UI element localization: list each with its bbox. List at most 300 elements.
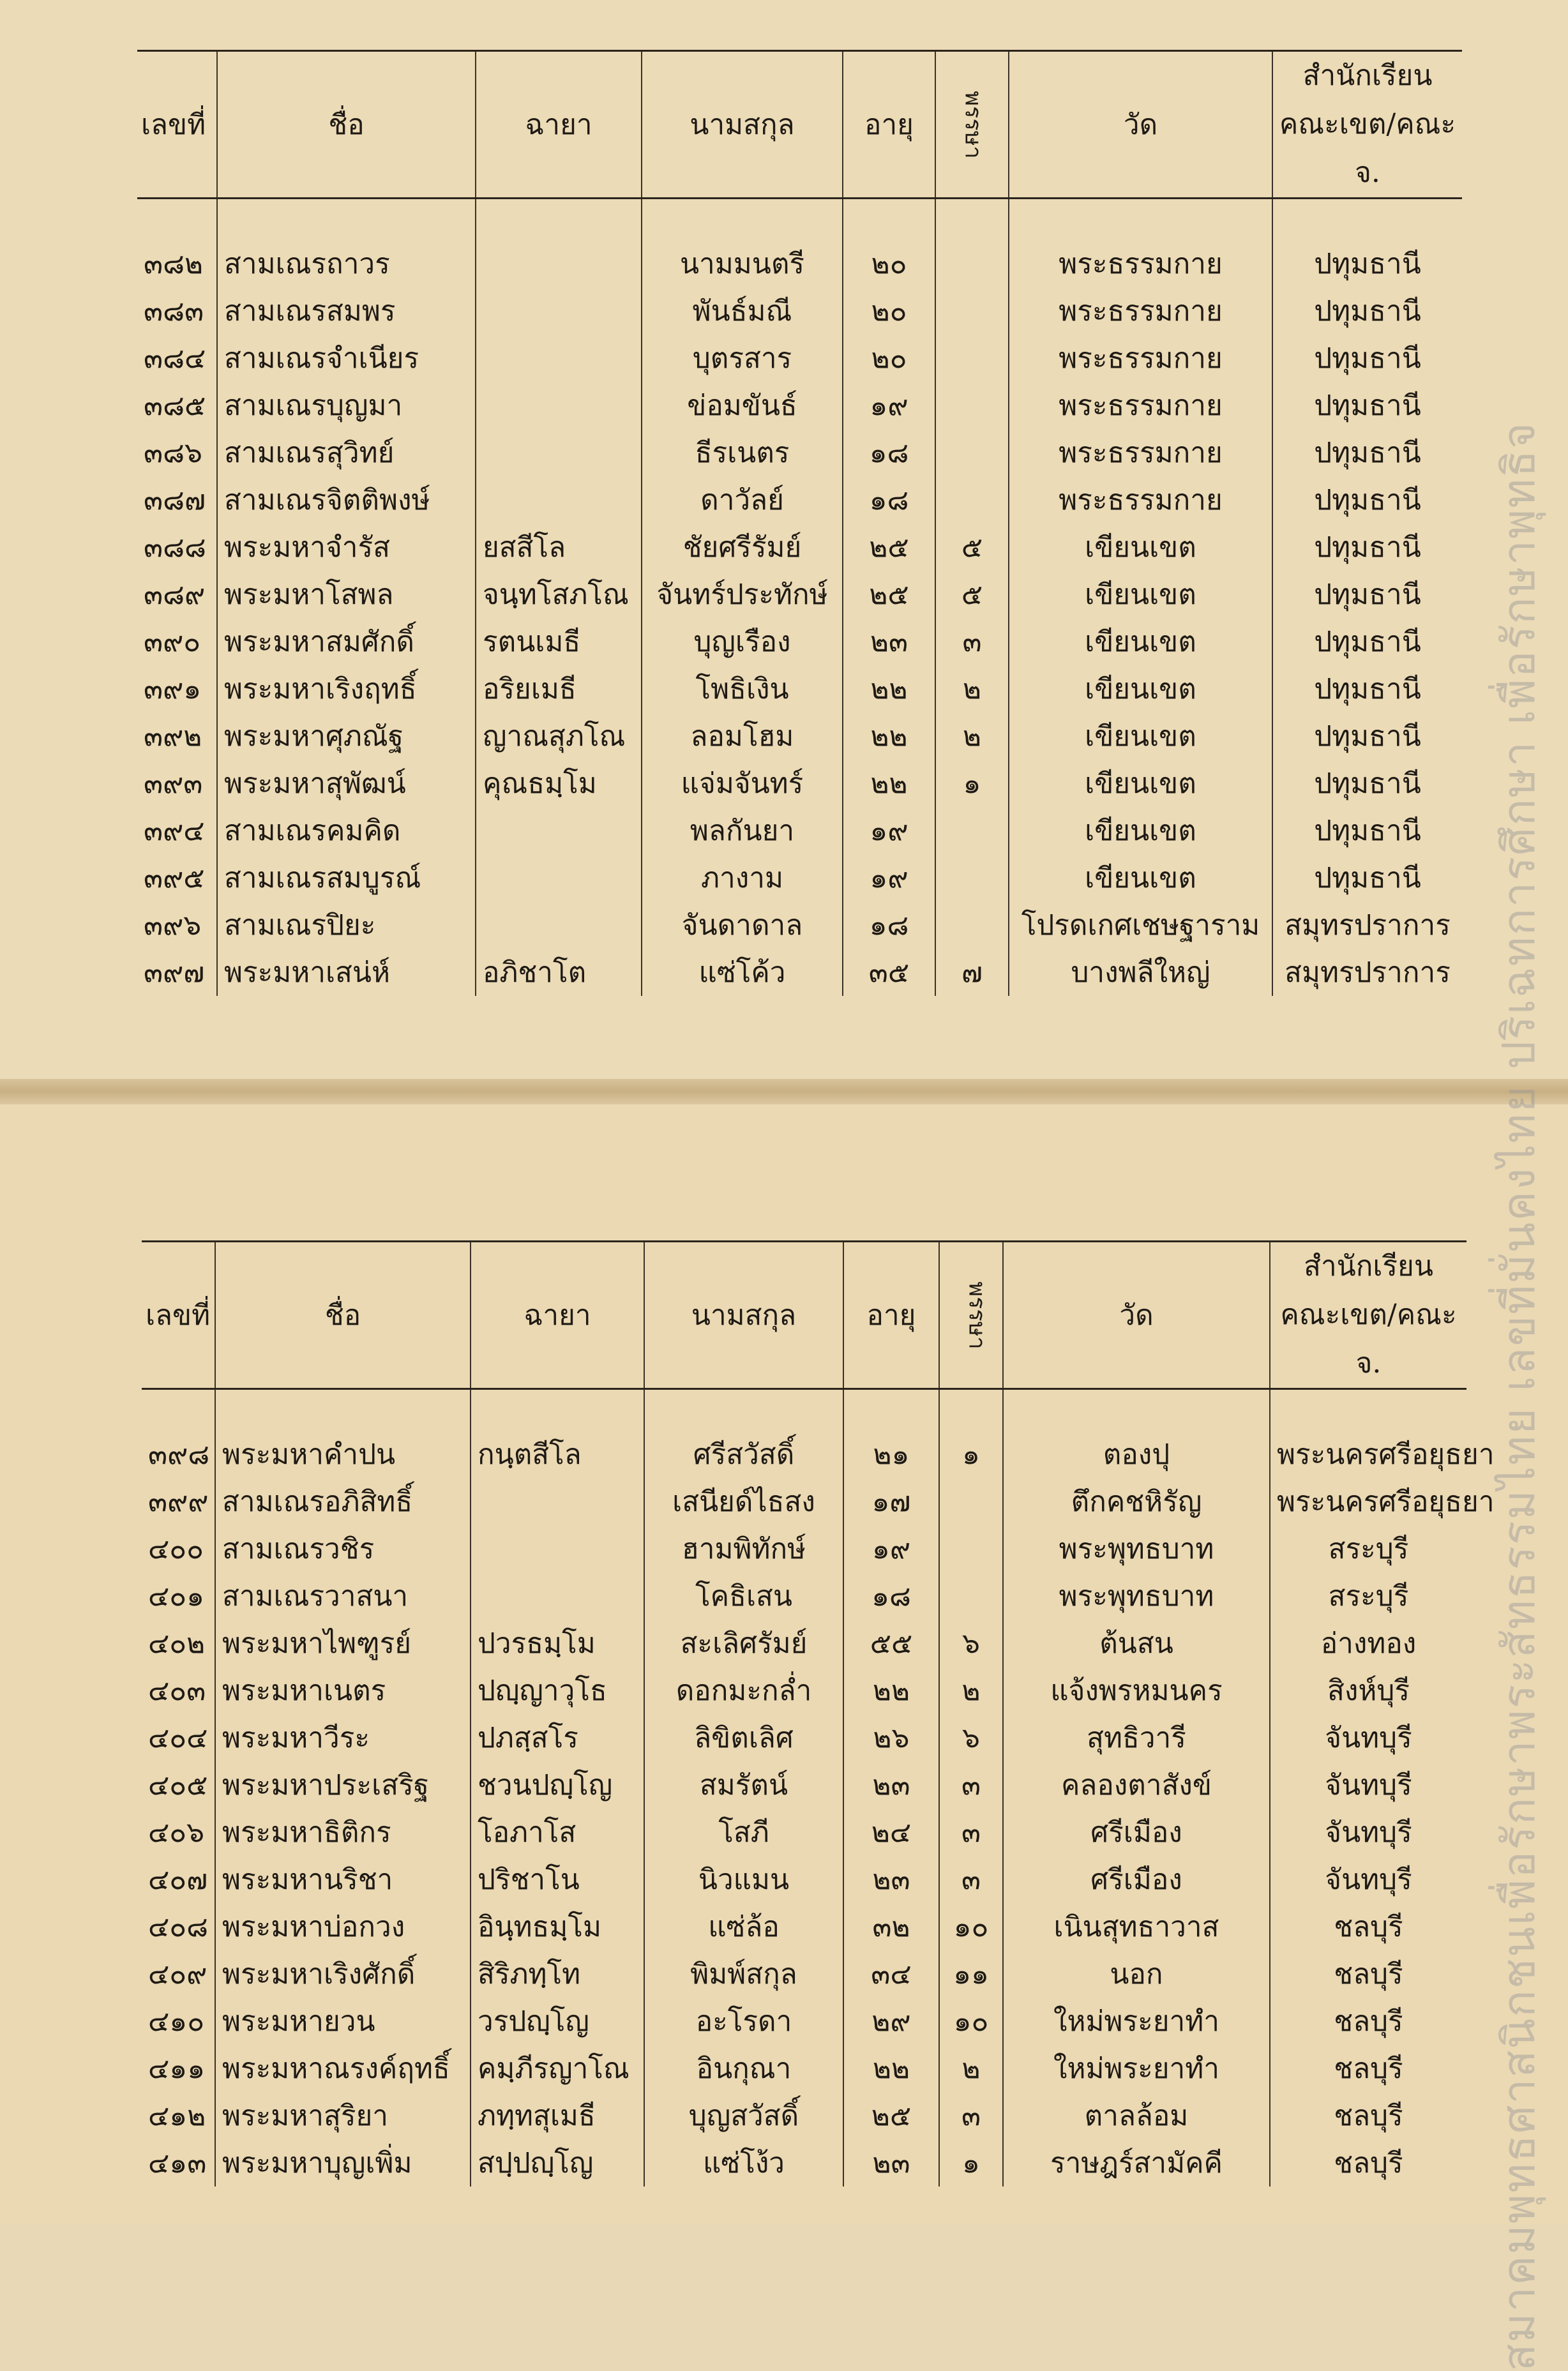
header-surname: นามสกุล: [644, 1242, 843, 1389]
table-row: [142, 1950, 1466, 1998]
row-surname: พลกันยา: [642, 807, 843, 854]
row-school: ปทุมธานี: [1272, 854, 1462, 901]
row-wat: เขียนเขต: [1009, 760, 1272, 807]
header-surname: นามสกุล: [642, 51, 843, 199]
row-pansa: ๖: [939, 1620, 1003, 1667]
row-pansa: [935, 199, 1009, 288]
header-pansa: [935, 51, 1009, 199]
row-chaya: [471, 1572, 644, 1620]
row-school: ปทุมธานี: [1272, 429, 1462, 476]
row-school: ปทุมธานี: [1272, 807, 1462, 854]
table-row: [137, 476, 1462, 523]
row-chaya: [476, 807, 642, 854]
row-age: ๒๙: [843, 1998, 939, 2045]
row-pansa: ๑๑: [939, 1950, 1003, 1998]
row-wat: พระพุทธบาท: [1003, 1572, 1270, 1620]
row-school: ปทุมธานี: [1272, 199, 1462, 288]
row-pansa: ๕: [935, 523, 1009, 571]
row-chaya: [476, 429, 642, 476]
row-chaya: ยสสีโล: [476, 523, 642, 571]
row-pansa: [935, 382, 1009, 429]
row-name: สามเณรจิตติพงษ์: [217, 476, 476, 523]
row-age: ๑๘: [843, 1572, 939, 1620]
table-row: [142, 1809, 1466, 1856]
row-chaya: คมฺภีรญาโณ: [471, 2045, 644, 2092]
row-age: ๑๘: [843, 429, 935, 476]
header-age: อายุ: [843, 51, 935, 199]
row-wat: พระธรรมกาย: [1009, 335, 1272, 382]
row-surname: ดาวัลย์: [642, 476, 843, 523]
row-name: สามเณรสุวิทย์: [217, 429, 476, 476]
row-chaya: ปวรธมฺโม: [471, 1620, 644, 1667]
row-num: ๔๐๒: [148, 1627, 206, 1660]
row-chaya: [476, 335, 642, 382]
table-row: [137, 949, 1462, 996]
row-surname: เสนียด์ไธสง: [644, 1478, 843, 1525]
row-name: พระมหาเริงศักดิ์: [215, 1950, 471, 1998]
table-row: [137, 523, 1462, 571]
row-num: ๓๘๔: [144, 342, 206, 375]
row-surname: จันดาดาล: [642, 901, 843, 949]
row-num: ๓๙๓: [144, 767, 203, 800]
table-row: [137, 854, 1462, 901]
row-num: ๓๘๙: [144, 578, 206, 611]
row-pansa: [935, 807, 1009, 854]
register-table-top: [137, 50, 1462, 996]
row-name: สามเณรสมพร: [217, 287, 476, 335]
header-wat: วัด: [1003, 1242, 1270, 1389]
row-num: ๔๐๖: [148, 1816, 205, 1849]
row-pansa: [939, 1572, 1003, 1620]
row-name: สามเณรอภิสิทธิ์: [215, 1478, 471, 1525]
row-school: ชลบุรี: [1270, 1903, 1466, 1950]
row-name: พระมหาเริงฤทธิ์: [217, 665, 476, 712]
row-name: สามเณรบุญมา: [217, 382, 476, 429]
row-school: ชลบุรี: [1270, 2092, 1466, 2139]
row-age: ๒๒: [843, 760, 935, 807]
header-pansa-label: พรรษา: [960, 90, 986, 159]
row-name: พระมหาคำปน: [215, 1389, 471, 1479]
row-name: สามเณรวาสนา: [215, 1572, 471, 1620]
row-pansa: ๒: [935, 665, 1009, 712]
row-num: ๔๑๐: [148, 2005, 205, 2038]
table-row: [142, 1620, 1466, 1667]
table-row: [137, 807, 1462, 854]
row-age: ๒๖: [843, 1714, 939, 1761]
table-row: [142, 1714, 1466, 1761]
row-chaya: ปริชาโน: [471, 1856, 644, 1903]
row-surname: อะโรดา: [644, 1998, 843, 2045]
row-school: พระนครศรีอยุธยา: [1270, 1389, 1466, 1479]
row-pansa: ๑๐: [939, 1998, 1003, 2045]
header-school: [1270, 1242, 1466, 1389]
row-name: สามเณรคมคิด: [217, 807, 476, 854]
row-chaya: ชวนปญฺโญ: [471, 1761, 644, 1809]
row-chaya: [476, 476, 642, 523]
row-wat: พระธรรมกาย: [1009, 199, 1272, 288]
row-name: พระมหาเสน่ห์: [217, 949, 476, 996]
row-num: ๔๐๗: [148, 1863, 208, 1896]
row-num: ๔๐๐: [148, 1533, 204, 1565]
table-row: [142, 1761, 1466, 1809]
page-fold: [0, 1079, 1568, 1104]
row-pansa: [935, 335, 1009, 382]
row-age: ๒๕: [843, 523, 935, 571]
row-pansa: [935, 287, 1009, 335]
row-school: ชลบุรี: [1270, 2045, 1466, 2092]
row-chaya: [476, 287, 642, 335]
row-surname: ฮามพิทักษ์: [644, 1525, 843, 1572]
row-num: ๓๘๕: [144, 389, 206, 422]
row-wat: แจ้งพรหมนคร: [1003, 1667, 1270, 1714]
row-wat: บางพลีใหญ่: [1009, 949, 1272, 996]
header-school-line1: สำนักเรียน: [1304, 1250, 1433, 1283]
table-row: [137, 429, 1462, 476]
row-pansa: ๑: [935, 760, 1009, 807]
row-age: ๑๗: [843, 1478, 939, 1525]
row-wat: เขียนเขต: [1009, 618, 1272, 665]
row-num: ๔๐๔: [148, 1722, 208, 1754]
table-row: [137, 287, 1462, 335]
row-age: ๒๓: [843, 1856, 939, 1903]
row-wat: เนินสุทธาวาส: [1003, 1903, 1270, 1950]
row-pansa: [935, 476, 1009, 523]
row-name: สามเณรถาวร: [217, 199, 476, 288]
row-name: พระมหานริชา: [215, 1856, 471, 1903]
row-name: พระมหาโสพล: [217, 571, 476, 618]
row-surname: บุตรสาร: [642, 335, 843, 382]
row-num: ๓๙๒: [144, 720, 202, 753]
row-school: สิงห์บุรี: [1270, 1667, 1466, 1714]
row-age: ๒๒: [843, 1667, 939, 1714]
row-chaya: อภิชาโต: [476, 949, 642, 996]
row-surname: โพธิเงิน: [642, 665, 843, 712]
row-surname: แซ่โค้ว: [642, 949, 843, 996]
row-chaya: [471, 1478, 644, 1525]
row-name: พระมหาไพฑูรย์: [215, 1620, 471, 1667]
row-name: พระมหาณรงค์ฤทธิ์: [215, 2045, 471, 2092]
header-name: ชื่อ: [215, 1242, 471, 1389]
row-age: ๑๘: [843, 476, 935, 523]
row-chaya: ภทฺทสุเมธี: [471, 2092, 644, 2139]
row-wat: เขียนเขต: [1009, 571, 1272, 618]
row-school: ปทุมธานี: [1272, 523, 1462, 571]
row-school: ปทุมธานี: [1272, 618, 1462, 665]
table-row: [137, 760, 1462, 807]
row-num: ๔๑๒: [148, 2100, 206, 2132]
row-wat: เขียนเขต: [1009, 807, 1272, 854]
row-pansa: ๓: [939, 1809, 1003, 1856]
row-chaya: [476, 382, 642, 429]
row-name: สามเณรวชิร: [215, 1525, 471, 1572]
row-chaya: [476, 854, 642, 901]
row-school: จันทบุรี: [1270, 1856, 1466, 1903]
row-pansa: [935, 854, 1009, 901]
header-num: เลขที่: [142, 1242, 215, 1389]
row-school: พระนครศรีอยุธยา: [1270, 1478, 1466, 1525]
row-school: สระบุรี: [1270, 1572, 1466, 1620]
row-pansa: ๓: [935, 618, 1009, 665]
row-surname: บุญสวัสดิ์: [644, 2092, 843, 2139]
row-chaya: คุณธมฺโม: [476, 760, 642, 807]
row-surname: ภางาม: [642, 854, 843, 901]
row-wat: พระธรรมกาย: [1009, 382, 1272, 429]
row-wat: เขียนเขต: [1009, 523, 1272, 571]
row-wat: คลองตาสังข์: [1003, 1761, 1270, 1809]
header-wat: วัด: [1009, 51, 1272, 199]
row-school: จันทบุรี: [1270, 1714, 1466, 1761]
row-school: ชลบุรี: [1270, 1950, 1466, 1998]
header-school: [1272, 51, 1462, 199]
row-chaya: [471, 1525, 644, 1572]
row-chaya: วรปญฺโญ: [471, 1998, 644, 2045]
row-name: พระมหาสมศักดิ์: [217, 618, 476, 665]
row-age: ๕๕: [843, 1620, 939, 1667]
row-wat: พระพุทธบาท: [1003, 1525, 1270, 1572]
row-age: ๒๓: [843, 2139, 939, 2187]
table-row: [142, 2045, 1466, 2092]
row-surname: แซ่โง้ว: [644, 2139, 843, 2187]
row-pansa: ๖: [939, 1714, 1003, 1761]
row-wat: ตาลล้อม: [1003, 2092, 1270, 2139]
header-school-line2: คณะเขต/คณะ จ.: [1279, 108, 1456, 189]
row-wat: โปรดเกศเชษฐาราม: [1009, 901, 1272, 949]
row-surname: แจ่มจันทร์: [642, 760, 843, 807]
row-name: พระมหาศุภณัฐ: [217, 712, 476, 760]
row-pansa: ๑๐: [939, 1903, 1003, 1950]
row-pansa: [939, 1478, 1003, 1525]
row-name: พระมหาบุญเพิ่ม: [215, 2139, 471, 2187]
table-header-row: [142, 1242, 1466, 1389]
row-name: พระมหาธิติกร: [215, 1809, 471, 1856]
row-surname: ธีรเนตร: [642, 429, 843, 476]
row-school: สมุทรปราการ: [1272, 949, 1462, 996]
row-num: ๓๘๗: [144, 484, 206, 516]
table-body-bottom: [142, 1389, 1495, 2187]
row-wat: นอก: [1003, 1950, 1270, 1998]
header-num: เลขที่: [137, 51, 217, 199]
table-row: [142, 1525, 1466, 1572]
header-pansa: [939, 1242, 1003, 1389]
row-age: ๓๕: [843, 949, 935, 996]
row-num: ๓๘๓: [144, 295, 204, 327]
table-body-top: [137, 199, 1462, 997]
header-name: ชื่อ: [217, 51, 476, 199]
row-surname: โคธิเสน: [644, 1572, 843, 1620]
row-age: ๒๐: [843, 287, 935, 335]
row-age: ๒๔: [843, 1809, 939, 1856]
register-table-bottom: [142, 1240, 1495, 2187]
row-school: จันทบุรี: [1270, 1761, 1466, 1809]
row-name: พระมหาบ่อกวง: [215, 1903, 471, 1950]
row-num: ๔๐๕: [148, 1769, 208, 1802]
table-row: [137, 665, 1462, 712]
row-age: ๑๙: [843, 382, 935, 429]
row-name: สามเณรจำเนียร: [217, 335, 476, 382]
row-pansa: ๓: [939, 1856, 1003, 1903]
row-num: ๓๙๖: [144, 909, 202, 942]
row-school: ปทุมธานี: [1272, 712, 1462, 760]
row-age: ๓๒: [843, 1903, 939, 1950]
row-name: พระมหาเนตร: [215, 1667, 471, 1714]
row-surname: ดอกมะกล่ำ: [644, 1667, 843, 1714]
row-surname: นามมนตรี: [642, 199, 843, 288]
row-school: สระบุรี: [1270, 1525, 1466, 1572]
table-row: [137, 335, 1462, 382]
row-name: พระมหาสุพัฒน์: [217, 760, 476, 807]
table-row: [137, 571, 1462, 618]
row-name: พระมหาสุริยา: [215, 2092, 471, 2139]
row-school: ปทุมธานี: [1272, 335, 1462, 382]
row-chaya: อินฺทธมฺโม: [471, 1903, 644, 1950]
row-name: สามเณรสมบูรณ์: [217, 854, 476, 901]
row-pansa: [939, 1525, 1003, 1572]
row-surname: ข่อมขันธ์: [642, 382, 843, 429]
row-chaya: ปภสฺสโร: [471, 1714, 644, 1761]
row-wat: เขียนเขต: [1009, 854, 1272, 901]
row-num: ๔๐๘: [148, 1911, 209, 1943]
row-wat: ต้นสน: [1003, 1620, 1270, 1667]
row-age: ๒๓: [843, 1761, 939, 1809]
row-pansa: ๓: [939, 1761, 1003, 1809]
row-school: ปทุมธานี: [1272, 760, 1462, 807]
table-row: [137, 382, 1462, 429]
row-wat: พระธรรมกาย: [1009, 476, 1272, 523]
row-school: อ่างทอง: [1270, 1620, 1466, 1667]
row-wat: ศรีเมือง: [1003, 1856, 1270, 1903]
row-num: ๓๙๙: [148, 1486, 209, 1518]
row-chaya: ญาณสุภโณ: [476, 712, 642, 760]
header-school-line2: คณะเขต/คณะ จ.: [1280, 1298, 1457, 1380]
table-row: [142, 1998, 1466, 2045]
row-num: ๓๙๔: [144, 815, 205, 847]
row-chaya: [476, 199, 642, 288]
row-age: ๒๒: [843, 712, 935, 760]
row-school: ปทุมธานี: [1272, 665, 1462, 712]
row-chaya: โอภาโส: [471, 1809, 644, 1856]
row-age: ๑๘: [843, 901, 935, 949]
row-num: ๓๙๗: [144, 956, 205, 989]
row-chaya: จนฺทโสภโณ: [476, 571, 642, 618]
row-surname: สมรัตน์: [644, 1761, 843, 1809]
row-num: ๓๘๘: [144, 531, 206, 564]
table-row: [137, 901, 1462, 949]
row-wat: ใหม่พระยาทำ: [1003, 2045, 1270, 2092]
table-row: [142, 1389, 1466, 1479]
row-pansa: [935, 901, 1009, 949]
row-pansa: ๗: [935, 949, 1009, 996]
row-chaya: อริยเมธี: [476, 665, 642, 712]
row-surname: ลิขิตเลิศ: [644, 1714, 843, 1761]
row-num: ๓๘๖: [144, 437, 202, 469]
row-surname: สะเลิศรัมย์: [644, 1620, 843, 1667]
table-row: [137, 712, 1462, 760]
header-age: อายุ: [843, 1242, 939, 1389]
row-wat: ตึกคชหิรัญ: [1003, 1478, 1270, 1525]
header-chaya: ฉายา: [471, 1242, 644, 1389]
row-age: ๑๙: [843, 1525, 939, 1572]
row-num: ๔๐๙: [148, 1958, 207, 1991]
row-age: ๒๓: [843, 618, 935, 665]
row-wat: พระธรรมกาย: [1009, 429, 1272, 476]
row-num: ๓๙๘: [148, 1438, 210, 1471]
row-num: ๓๘๒: [144, 248, 204, 280]
row-pansa: ๓: [939, 2092, 1003, 2139]
row-num: ๓๙๐: [144, 626, 201, 658]
row-school: ปทุมธานี: [1272, 476, 1462, 523]
row-surname: ลอมโฮม: [642, 712, 843, 760]
row-age: ๑๙: [843, 854, 935, 901]
row-surname: บุญเรือง: [642, 618, 843, 665]
row-name: พระมหาวีระ: [215, 1714, 471, 1761]
row-school: สมุทรปราการ: [1272, 901, 1462, 949]
row-pansa: ๑: [939, 2139, 1003, 2187]
row-num: ๓๙๑: [144, 673, 202, 705]
row-age: ๒๕: [843, 571, 935, 618]
row-wat: เขียนเขต: [1009, 712, 1272, 760]
row-wat: ตองปุ: [1003, 1389, 1270, 1479]
row-surname: ศรีสวัสดิ์: [644, 1389, 843, 1479]
row-wat: สุทธิวารี: [1003, 1714, 1270, 1761]
table-row: [142, 1856, 1466, 1903]
table-row: [137, 618, 1462, 665]
row-chaya: รตนเมธี: [476, 618, 642, 665]
row-name: พระมหาประเสริฐ: [215, 1761, 471, 1809]
header-pansa-label: พรรษา: [963, 1281, 990, 1350]
row-wat: พระธรรมกาย: [1009, 287, 1272, 335]
row-surname: แซ่ล้อ: [644, 1903, 843, 1950]
row-wat: ใหม่พระยาทำ: [1003, 1998, 1270, 2045]
table-row: [142, 1478, 1466, 1525]
row-age: ๒๑: [843, 1389, 939, 1479]
table-row: [142, 1667, 1466, 1714]
row-name: พระมหาจำรัส: [217, 523, 476, 571]
row-age: ๓๔: [843, 1950, 939, 1998]
table-header-row: [137, 51, 1462, 199]
row-school: ชลบุรี: [1270, 1998, 1466, 2045]
row-pansa: ๒: [939, 2045, 1003, 2092]
row-chaya: สิริภทฺโท: [471, 1950, 644, 1998]
table-row: [142, 1572, 1466, 1620]
row-surname: พันธ์มณี: [642, 287, 843, 335]
row-chaya: สปฺปญฺโญ: [471, 2139, 644, 2187]
table-row: [142, 2139, 1466, 2187]
header-school-line1: สำนักเรียน: [1302, 59, 1433, 92]
row-school: ปทุมธานี: [1272, 571, 1462, 618]
row-age: ๒๐: [843, 335, 935, 382]
table-row: [142, 2092, 1466, 2139]
row-pansa: ๑: [939, 1389, 1003, 1479]
row-num: ๔๑๑: [148, 2052, 206, 2085]
row-age: ๒๒: [843, 665, 935, 712]
table-row: [137, 199, 1462, 288]
row-pansa: ๒: [935, 712, 1009, 760]
row-pansa: ๕: [935, 571, 1009, 618]
row-school: จันทบุรี: [1270, 1809, 1466, 1856]
row-num: ๔๐๓: [148, 1675, 206, 1707]
row-school: ชลบุรี: [1270, 2139, 1466, 2187]
row-chaya: ปญฺญาวุโธ: [471, 1667, 644, 1714]
row-surname: พิมพ์สกุล: [644, 1950, 843, 1998]
row-pansa: ๒: [939, 1667, 1003, 1714]
row-surname: โสภี: [644, 1809, 843, 1856]
side-watermark: สมาคมพุทธศาสนิกชนเพื่อรักษาพระสัทธรรมไทย เลขที่มั่นคงไทย ปริเฉทการศึกษา เพื่อรักษาพุทธิจ: [1493, 421, 1545, 2371]
row-age: ๒๒: [843, 2045, 939, 2092]
row-school: ปทุมธานี: [1272, 287, 1462, 335]
row-name: สามเณรปิยะ: [217, 901, 476, 949]
row-num: ๔๑๓: [148, 2147, 207, 2179]
row-num: ๓๙๕: [144, 862, 205, 894]
